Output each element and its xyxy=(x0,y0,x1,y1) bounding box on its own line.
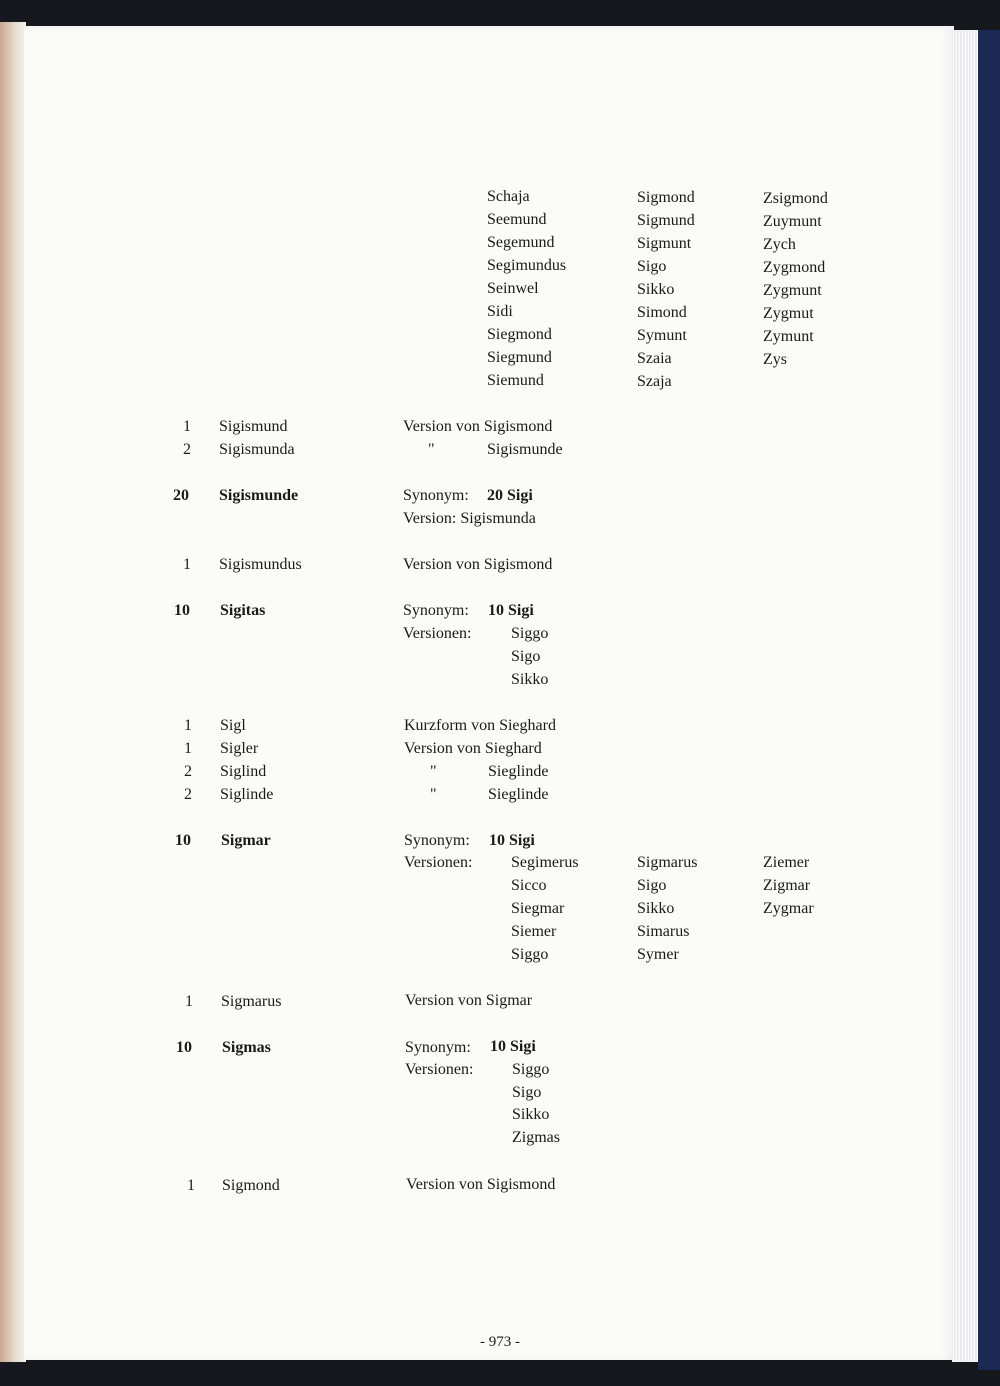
entry-relation-target: Sigismunde xyxy=(487,441,563,458)
ditto-mark: " xyxy=(430,763,437,780)
version-name: Sigmarus xyxy=(637,854,698,871)
entry-relation: Version von Sieghard xyxy=(404,740,542,757)
version-name: Symer xyxy=(637,946,679,963)
version-name: Zsigmond xyxy=(763,190,828,207)
entry-name: Sigler xyxy=(220,740,259,757)
synonym-label: Synonym: xyxy=(403,487,469,504)
version-name: Siggo xyxy=(511,946,549,963)
entry-name: Sigmas xyxy=(222,1039,271,1056)
version-name: Sidi xyxy=(487,303,513,320)
version-name: Sigo xyxy=(511,648,541,665)
entry-number: 2 xyxy=(184,786,192,803)
version-name: Zuymunt xyxy=(763,213,822,230)
entry-relation-target: Sieglinde xyxy=(488,763,549,780)
version-name: Zygmar xyxy=(763,900,814,917)
entry-name: Sigmond xyxy=(222,1177,280,1194)
versions-label: Versionen: xyxy=(405,1061,474,1078)
synonym-label: Synonym: xyxy=(403,602,469,619)
entry-name: Siglinde xyxy=(220,786,274,803)
synonym-value: 10 Sigi xyxy=(488,602,534,619)
synonym-label: Synonym: xyxy=(405,1039,471,1056)
version-name: Sigo xyxy=(637,258,667,275)
version-name: Siegmond xyxy=(487,326,552,343)
entry-name: Sigmarus xyxy=(221,993,282,1010)
ditto-mark: " xyxy=(428,441,435,458)
entry-number: 10 xyxy=(176,1039,192,1056)
version-name: Sigo xyxy=(637,877,667,894)
version-name: Sikko xyxy=(637,900,675,917)
entry-number: 1 xyxy=(187,1177,195,1194)
version-name: Zymunt xyxy=(763,328,814,345)
version-name: Segimundus xyxy=(487,257,567,274)
version-name: Zych xyxy=(763,236,796,253)
entry-number: 2 xyxy=(183,441,191,458)
version-name: Siegmund xyxy=(487,349,552,366)
entry-number: 2 xyxy=(184,763,192,780)
version-name: Seemund xyxy=(487,211,547,228)
version-name: Sikko xyxy=(512,1106,550,1123)
version-name: Zygmond xyxy=(763,259,826,276)
entry-name: Sigismunda xyxy=(219,441,295,458)
version-name: Siemund xyxy=(487,372,544,389)
version-name: Sikko xyxy=(637,281,675,298)
version-name: Szaja xyxy=(637,373,672,390)
version-name: Segemund xyxy=(487,234,555,251)
entry-name: Siglind xyxy=(220,763,267,780)
version-name: Zys xyxy=(763,351,787,368)
version-line: Version: Sigismunda xyxy=(403,510,536,527)
version-name: Siggo xyxy=(511,625,549,642)
version-name: Sicco xyxy=(511,877,547,894)
entry-name: Sigismunde xyxy=(219,487,299,504)
entry-number: 20 xyxy=(173,487,189,504)
version-name: Zygmunt xyxy=(763,282,822,299)
version-name: Schaja xyxy=(487,188,530,205)
version-name: Sigmund xyxy=(637,212,695,229)
version-name: Siegmar xyxy=(511,900,565,917)
version-name: Sigmunt xyxy=(637,235,692,252)
version-name: Sigmond xyxy=(637,189,695,206)
version-name: Siemer xyxy=(511,923,557,940)
entry-number: 1 xyxy=(183,418,191,435)
version-name: Zigmas xyxy=(512,1129,560,1146)
entry-number: 10 xyxy=(175,832,191,849)
version-name: Seinwel xyxy=(487,280,539,297)
entry-name: Sigitas xyxy=(220,602,266,619)
entry-relation: Version von Sigismond xyxy=(403,556,553,573)
synonym-value: 20 Sigi xyxy=(487,487,533,504)
entry-number: 1 xyxy=(184,717,192,734)
entry-relation-target: Sieglinde xyxy=(488,786,549,803)
entry-number: 1 xyxy=(183,556,191,573)
version-name: Zygmut xyxy=(763,305,814,322)
entry-name: Sigismund xyxy=(219,418,288,435)
versions-label: Versionen: xyxy=(403,625,472,642)
entry-relation: Version von Sigmar xyxy=(405,992,533,1009)
version-name: Sigo xyxy=(512,1084,542,1101)
entry-relation: Version von Sigismond xyxy=(406,1176,556,1193)
synonym-value: 10 Sigi xyxy=(490,1038,536,1055)
version-name: Sikko xyxy=(511,671,549,688)
entry-name: Sigl xyxy=(220,717,246,734)
entry-name: Sigmar xyxy=(221,832,271,849)
entry-name: Sigismundus xyxy=(219,556,302,573)
synonym-label: Synonym: xyxy=(404,832,470,849)
version-name: Simarus xyxy=(637,923,690,940)
version-name: Szaia xyxy=(637,350,672,367)
ditto-mark: " xyxy=(430,786,437,803)
version-name: Segimerus xyxy=(511,854,579,871)
version-name: Simond xyxy=(637,304,687,321)
versions-label: Versionen: xyxy=(404,854,473,871)
entry-relation: Version von Sigismond xyxy=(403,418,553,435)
entry-relation: Kurzform von Sieghard xyxy=(404,717,556,734)
entry-number: 10 xyxy=(174,602,190,619)
version-name: Siggo xyxy=(512,1061,550,1078)
version-name: Ziemer xyxy=(763,854,810,871)
entry-number: 1 xyxy=(184,740,192,757)
version-name: Zigmar xyxy=(763,877,811,894)
entry-number: 1 xyxy=(185,993,193,1010)
page-number: - 973 - xyxy=(480,1334,520,1350)
version-name: Symunt xyxy=(637,327,687,344)
synonym-value: 10 Sigi xyxy=(489,832,535,849)
